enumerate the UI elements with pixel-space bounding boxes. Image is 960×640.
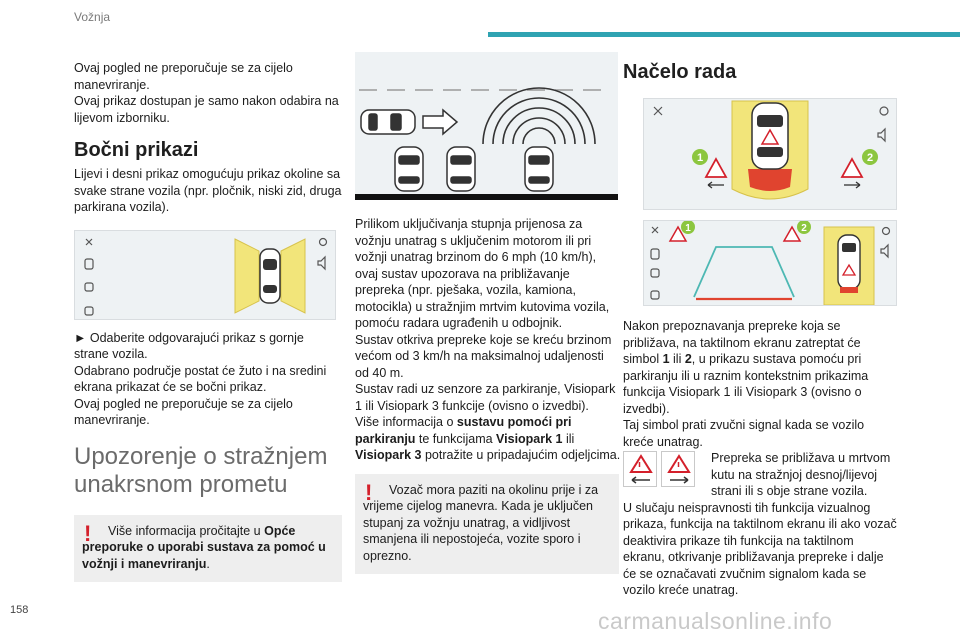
left-warning-icon <box>623 451 657 487</box>
callout-1-label: 1 <box>685 223 691 234</box>
callout-1-label: 1 <box>696 152 704 164</box>
text: Nakon prepoznavanja prepreke koja se približava, na taktilnom ekranu zatreptat će simbol <box>623 319 861 366</box>
paragraph: Ovaj prikaz dostupan je samo nakon odabira na lijevom izborniku. <box>74 94 339 125</box>
section-heading-rear-cross-traffic: Upozorenje o stražnjem unakrsnom prometu <box>74 442 328 498</box>
callout-2-label: 2 <box>801 223 807 234</box>
bold-text: Visiopark 3 <box>355 448 422 462</box>
note-text: . <box>206 556 210 571</box>
column-2 <box>355 52 621 574</box>
paragraph: Sustav radi uz senzore za parkiranje, Visiopark 1 ili Visiopark 3 funkcije (ovisno o izvedbi). <box>355 382 616 413</box>
paragraph: Prilikom uključivanja stupnja prijenosa za vožnju unatrag s uključenim motorom ili pri vožnji unatrag brzinom do 6 mph (10 km/h), ovaj sustav upozorava na približavanje prepreka (npr. pješaka, vozila, kamiona, motocikla) u stražnjim mrtvim kutovima vozila, pomoću radara ugrađenih u odbojnik. <box>355 217 610 330</box>
callout-2-label: 2 <box>866 152 874 164</box>
right-warning-icon <box>661 451 695 487</box>
section-heading-operating-principle: Načelo rada <box>623 61 737 83</box>
note-text: Više informacija pročitajte u <box>108 523 265 538</box>
instruction-bullet: ► Odaberite odgovarajući prikaz s gornje strane vozila. <box>74 330 304 361</box>
warning-note <box>355 474 619 575</box>
note-link-text: Opće preporuke o uporabi sustava za pomoć u vožnji i manevriranju <box>82 523 326 571</box>
bold-text: 1 <box>662 352 670 366</box>
header-title: Vožnja <box>74 10 111 24</box>
rear-cross-traffic-illustration <box>355 52 618 200</box>
paragraph: Taj simbol prati zvučni signal kada se vozilo kreće unatrag. <box>623 418 865 449</box>
watermark: carmanualsonline.info <box>598 608 833 634</box>
column-1 <box>74 60 342 582</box>
text: , u prikazu sustava pomoću pri parkiranju ili u raznim kontekstnim prikazima funkcija Visiopark 1 ili Visiopark 3 (ovisno o izvedbi). <box>623 352 869 416</box>
paragraph: Ovaj pogled ne preporučuje se za cijelo manevriranje. <box>74 396 293 427</box>
text: ili <box>562 431 575 446</box>
paragraph: Ovaj pogled ne preporučuje se za cijelo manevriranje. <box>74 61 293 92</box>
parking-assist-screen-figure <box>643 98 897 210</box>
warning-symbols-row <box>623 450 898 500</box>
paragraph: U slučaju neispravnosti tih funkcija vizualnog prikaza, funkcija na taktilnom ekranu ili ako vozač deaktivira prikaze tih funkcija na taktilnom ekranu, otkrivanje približavanja prepreke i dalje će se označavati zvučnim signalom kada se vozilo kreće unatrag. <box>623 500 897 597</box>
note-text: Vozač mora paziti na okolinu prije i za vrijeme cijelog manevra. Kada je uključen stupanj za vožnju unatrag, a vidljivost smanjena ili nepostojeća, vozite sporo i oprezno. <box>363 482 599 563</box>
paragraph: Prepreka se približava u mrtvom kutu na stražnjoj desnoj/lijevoj strani ili s obje strane vozila. <box>711 451 891 498</box>
paragraph-more-info <box>355 414 621 464</box>
text: potražite u pripadajućim odjeljcima. <box>421 448 621 462</box>
warning-exclamation-icon: ! <box>84 520 92 546</box>
section-heading-side-views: Bočni prikazi <box>74 139 199 161</box>
rear-camera-screen-figure <box>643 220 897 306</box>
info-note <box>74 515 342 583</box>
text: Više informacija o <box>355 415 457 429</box>
bold-text: 2 <box>684 352 692 366</box>
paragraph: Lijevi i desni prikaz omogućuju prikaz okoline sa svake strane vozila (npr. pločnik, niski zid, druga parkirana vozila). <box>74 167 342 214</box>
paragraph: Sustav otkriva prepreke koje se kreću brzinom većom od 3 km/h na maksimalnoj udaljenosti od 40 m. <box>355 332 612 380</box>
bold-text: Visiopark 1 <box>496 431 563 446</box>
header-accent-bar <box>488 32 960 37</box>
text: te funkcijama <box>415 431 497 446</box>
paragraph <box>623 318 898 417</box>
paragraph: Odabrano područje postat će žuto i na sredini ekrana prikazat će se bočni prikaz. <box>74 363 327 394</box>
side-view-screen-figure <box>74 230 336 320</box>
text: ili <box>669 352 685 366</box>
bold-text: sustavu pomoći pri parkiranju <box>355 415 572 446</box>
column-3 <box>623 52 898 599</box>
warning-icons <box>623 451 695 487</box>
warning-exclamation-icon: ! <box>365 479 373 505</box>
page-number: 158 <box>10 604 29 616</box>
